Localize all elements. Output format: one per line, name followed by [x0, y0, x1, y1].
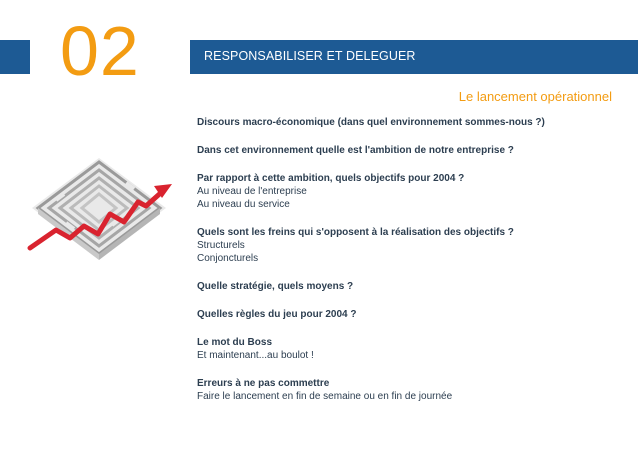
- agenda-item: [197, 116, 617, 129]
- agenda-list: [197, 116, 617, 403]
- header-band-left: [0, 40, 30, 74]
- agenda-item: [197, 172, 617, 211]
- agenda-question: Erreurs à ne pas commettre: [197, 378, 330, 389]
- agenda-question: Dans cet environnement quelle est l'ambition de notre entreprise ?: [197, 145, 514, 156]
- agenda-item: [197, 336, 617, 362]
- agenda-item: [197, 144, 617, 157]
- agenda-item: [197, 308, 617, 321]
- section-number: 02: [60, 12, 140, 90]
- agenda-detail: Au niveau de l'entreprise: [197, 186, 307, 197]
- agenda-question: Le mot du Boss: [197, 337, 273, 348]
- maze-with-arrow-icon: [26, 150, 172, 290]
- agenda-item: [197, 226, 617, 265]
- agenda-question: Quelles règles du jeu pour 2004 ?: [197, 309, 357, 320]
- agenda-question: Quels sont les freins qui s'opposent à la réalisation des objectifs ?: [197, 227, 514, 238]
- agenda-detail: Au niveau du service: [197, 199, 290, 210]
- agenda-question: Discours macro-économique (dans quel environnement sommes-nous ?): [197, 117, 545, 128]
- agenda-detail: Structurels: [197, 240, 245, 251]
- slide-subtitle: Le lancement opérationnel: [458, 89, 612, 104]
- maze-walls: [32, 158, 166, 260]
- agenda-item: [197, 377, 617, 403]
- agenda-detail: Faire le lancement en fin de semaine ou en fin de journée: [197, 391, 453, 402]
- agenda-detail: Et maintenant...au boulot !: [197, 350, 314, 361]
- agenda-question: Quelle stratégie, quels moyens ?: [197, 281, 354, 292]
- section-title: RESPONSABILISER ET DELEGUER: [204, 49, 416, 63]
- agenda-question: Par rapport à cette ambition, quels objectifs pour 2004 ?: [197, 173, 465, 184]
- agenda-item: [197, 280, 617, 293]
- agenda-detail: Conjoncturels: [197, 253, 259, 264]
